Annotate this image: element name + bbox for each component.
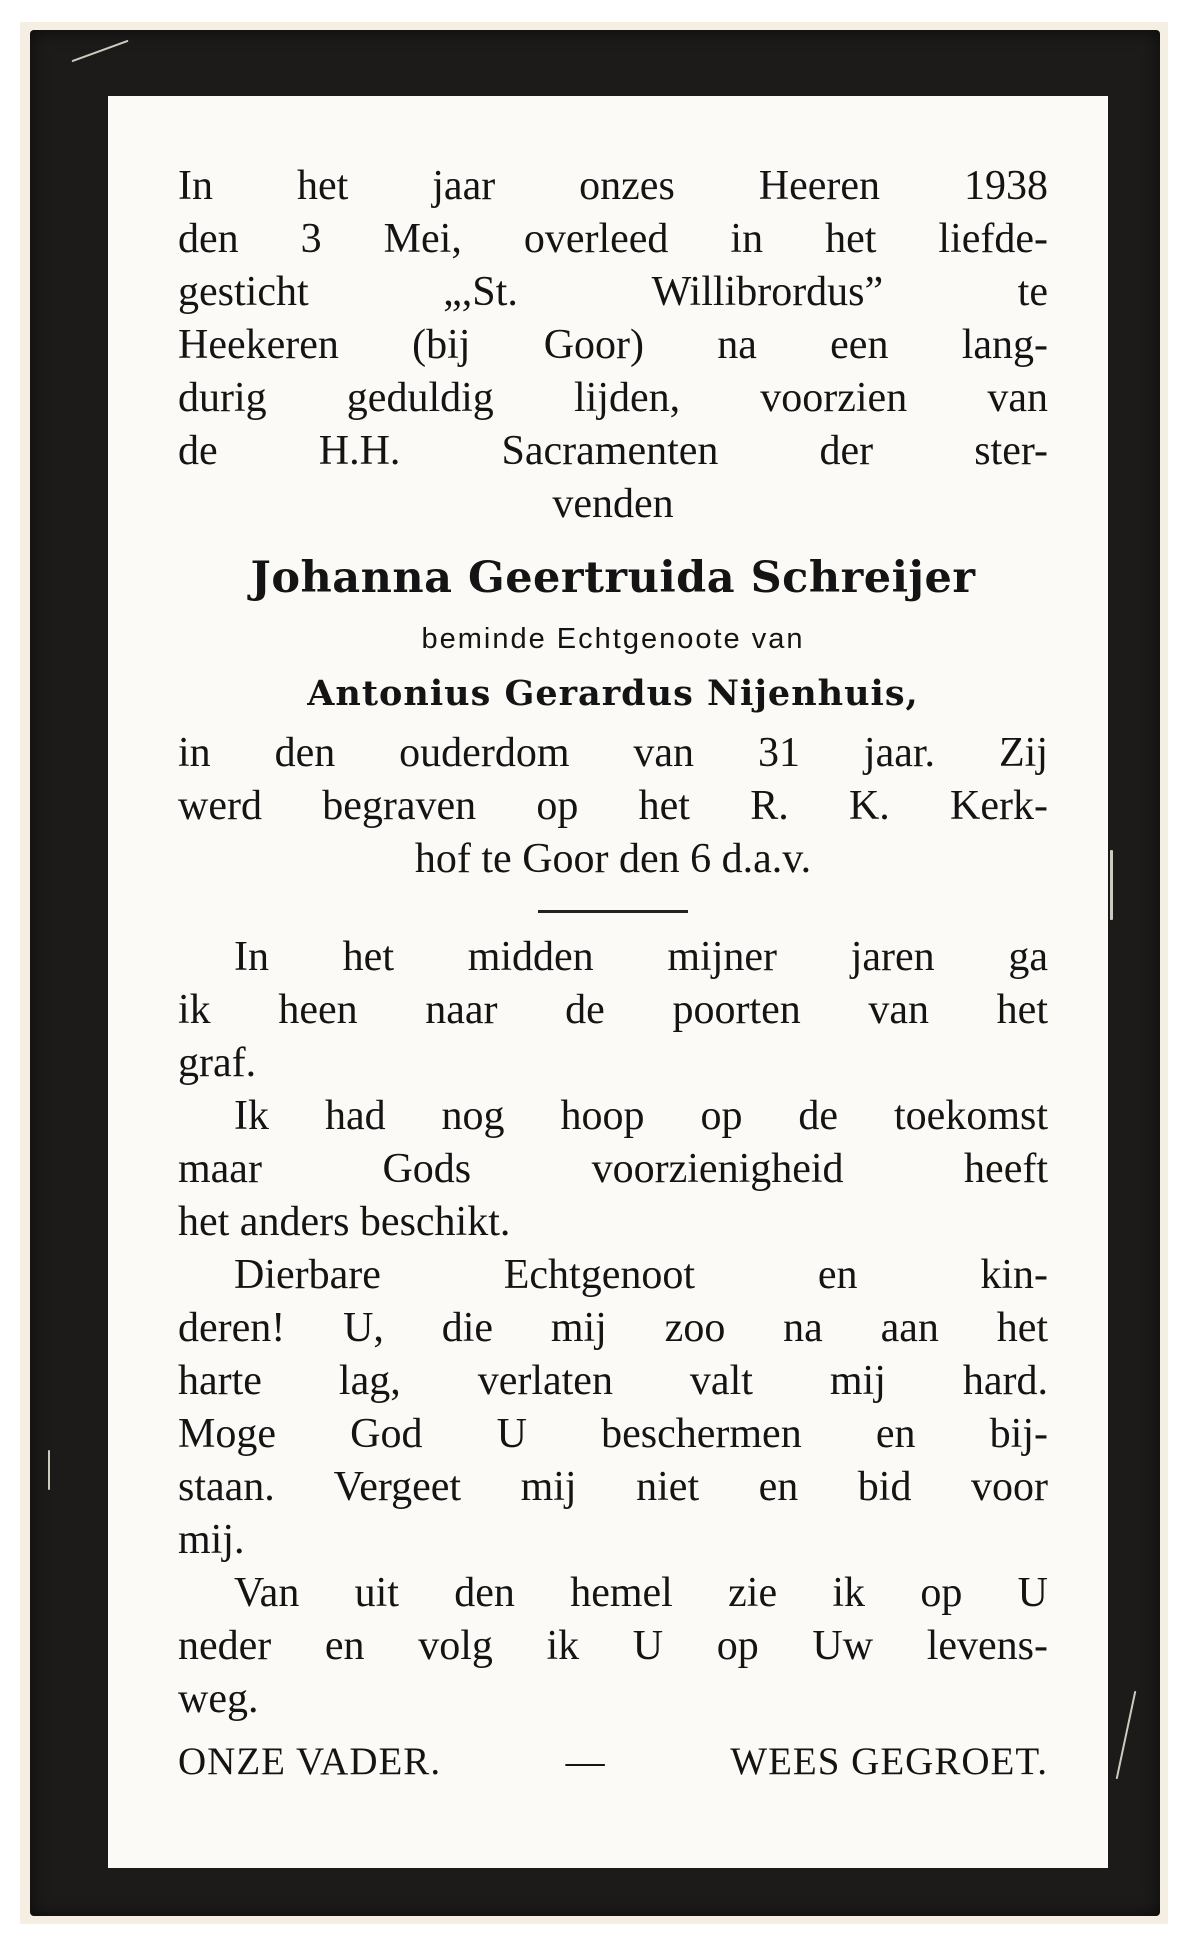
verse-line: deren! U, die mij zoo na aan het <box>178 1305 1048 1351</box>
announcement-line: den 3 Mei, overleed in het liefde- <box>178 216 1048 262</box>
verse-line: Van uit den hemel zie ik op U <box>234 1570 1048 1616</box>
verse-line: Moge God U beschermen en bij- <box>178 1411 1048 1457</box>
border-wear-mark <box>1110 850 1113 920</box>
announcement <box>178 160 1048 531</box>
separator-rule <box>538 910 688 913</box>
verse-line: staan. Vergeet mij niet en bid voor <box>178 1464 1048 1510</box>
spouse-name: Antonius Gerardus Nijenhuis, <box>307 673 919 714</box>
announcement-line: venden <box>552 481 674 527</box>
deceased-name: Johanna Geertruida Schreijer <box>250 553 976 603</box>
verse-line: In het midden mijner jaren ga <box>234 934 1048 980</box>
border-wear-mark <box>1116 1691 1137 1779</box>
border-wear-mark <box>71 40 128 62</box>
prayer-hail-mary: WEES GEGROET. <box>730 1740 1048 1783</box>
closing-prayers <box>178 1732 1048 1792</box>
memorial-card-panel <box>108 96 1108 1868</box>
announcement-line: gesticht „,St. Willibrordus” te <box>178 269 1048 315</box>
memorial-text <box>178 160 1048 1792</box>
announcement-line: Heekeren (bij Goor) na een lang- <box>178 322 1048 368</box>
verse-line: harte lag, verlaten valt mij hard. <box>178 1358 1048 1404</box>
relation-text: beminde Echtgenoote van <box>421 623 805 655</box>
verse-line: graf. <box>178 1040 257 1086</box>
verse-line: Ik had nog hoop op de toekomst <box>234 1093 1048 1139</box>
announcement-line: In het jaar onzes Heeren 1938 <box>178 163 1048 209</box>
verse-line: weg. <box>178 1676 259 1722</box>
verse-line: mij. <box>178 1517 245 1563</box>
announcement-line: durig geduldig lijden, voorzien van <box>178 375 1048 421</box>
prayer-our-father: ONZE VADER. <box>178 1740 442 1783</box>
border-wear-mark <box>48 1450 50 1490</box>
burial-line: hof te Goor den 6 d.a.v. <box>414 836 812 882</box>
verse-line: Dierbare Echtgenoot en kin- <box>234 1252 1048 1298</box>
verse-line: maar Gods voorzienigheid heeft <box>178 1146 1048 1192</box>
announcement-line: de H.H. Sacramenten der ster- <box>178 428 1048 474</box>
verse-line: neder en volg ik U op Uw levens- <box>178 1623 1048 1669</box>
verse-line: het anders beschikt. <box>178 1199 511 1245</box>
verse-line: ik heen naar de poorten van het <box>178 987 1048 1033</box>
burial-line: werd begraven op het R. K. Kerk- <box>178 783 1048 829</box>
prayer-dash: — <box>565 1740 606 1783</box>
burial-line: in den ouderdom van 31 jaar. Zij <box>178 730 1048 776</box>
farewell-verse <box>178 931 1048 1726</box>
burial-info <box>178 727 1048 886</box>
